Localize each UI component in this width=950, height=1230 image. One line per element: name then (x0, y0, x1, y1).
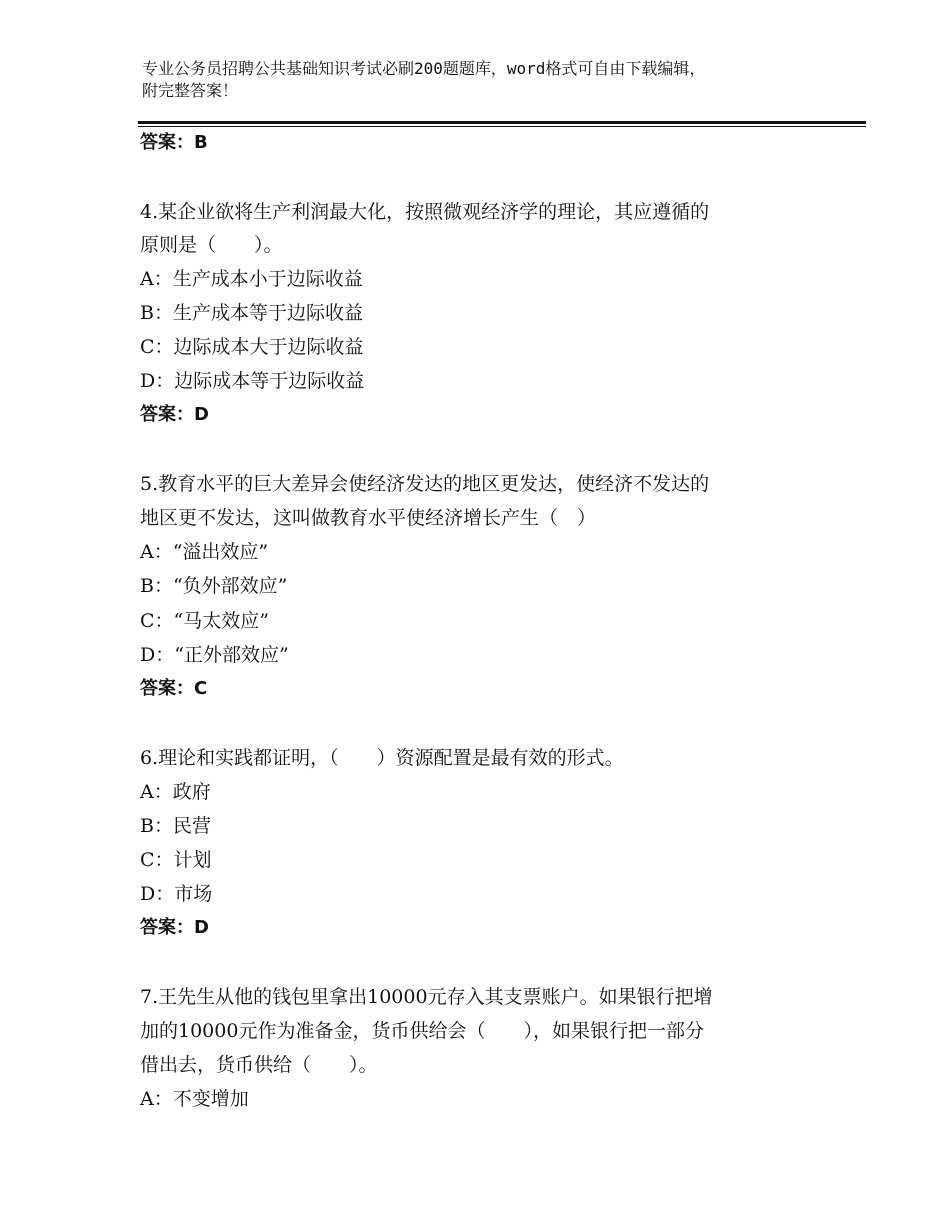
q7-option-a: A：不变增加 (140, 1088, 249, 1110)
q6-stem-line-1: 6.理论和实践都证明，（ ）资源配置是最有效的形式。 (140, 747, 624, 769)
q4-option-c: C：边际成本大于边际收益 (140, 336, 364, 358)
q7-stem-line-1: 7.王先生从他的钱包里拿出10000元存入其支票账户。如果银行把增 (140, 986, 713, 1008)
q5-stem-line-1: 5.教育水平的巨大差异会使经济发达的地区更发达，使经济不发达的 (140, 473, 710, 495)
q4-stem-line-2: 原则是（ ）。 (140, 234, 283, 256)
q6-option-c: C：计划 (140, 849, 212, 871)
q5-option-b: B：“负外部效应” (140, 575, 288, 597)
q4-option-b: B：生产成本等于边际收益 (140, 302, 363, 324)
q5-stem-line-2: 地区更不发达，这叫做教育水平使经济增长产生（ ） (140, 507, 597, 529)
header-divider-thick (138, 121, 866, 124)
q7-stem-line-3: 借出去，货币供给（ ）。 (140, 1054, 378, 1076)
header-line-2: 附完整答案！ (142, 81, 239, 100)
q5-option-d: D：“正外部效应” (140, 644, 289, 666)
q6-answer: 答案：D (140, 917, 209, 938)
q4-option-d: D：边际成本等于边际收益 (140, 370, 365, 392)
q6-option-a: A：政府 (140, 781, 211, 803)
header-divider-thin (138, 126, 866, 127)
page-header (142, 58, 822, 102)
q4-option-a: A：生产成本小于边际收益 (140, 268, 363, 290)
previous-answer: 答案：B (140, 132, 208, 153)
header-line-1: 专业公务员招聘公共基础知识考试必刷200题题库，word格式可自由下载编辑， (142, 59, 706, 78)
q4-stem-line-1: 4.某企业欲将生产利润最大化，按照微观经济学的理论，其应遵循的 (140, 201, 710, 223)
q7-stem-line-2: 加的10000元作为准备金，货币供给会（ ），如果银行把一部分 (140, 1020, 704, 1042)
q5-option-c: C：“马太效应” (140, 610, 269, 632)
q5-answer: 答案：C (140, 678, 208, 699)
q4-answer: 答案：D (140, 404, 209, 425)
q6-option-b: B：民营 (140, 815, 211, 837)
q6-option-d: D：市场 (140, 883, 213, 905)
q5-option-a: A：“溢出效应” (140, 541, 269, 563)
